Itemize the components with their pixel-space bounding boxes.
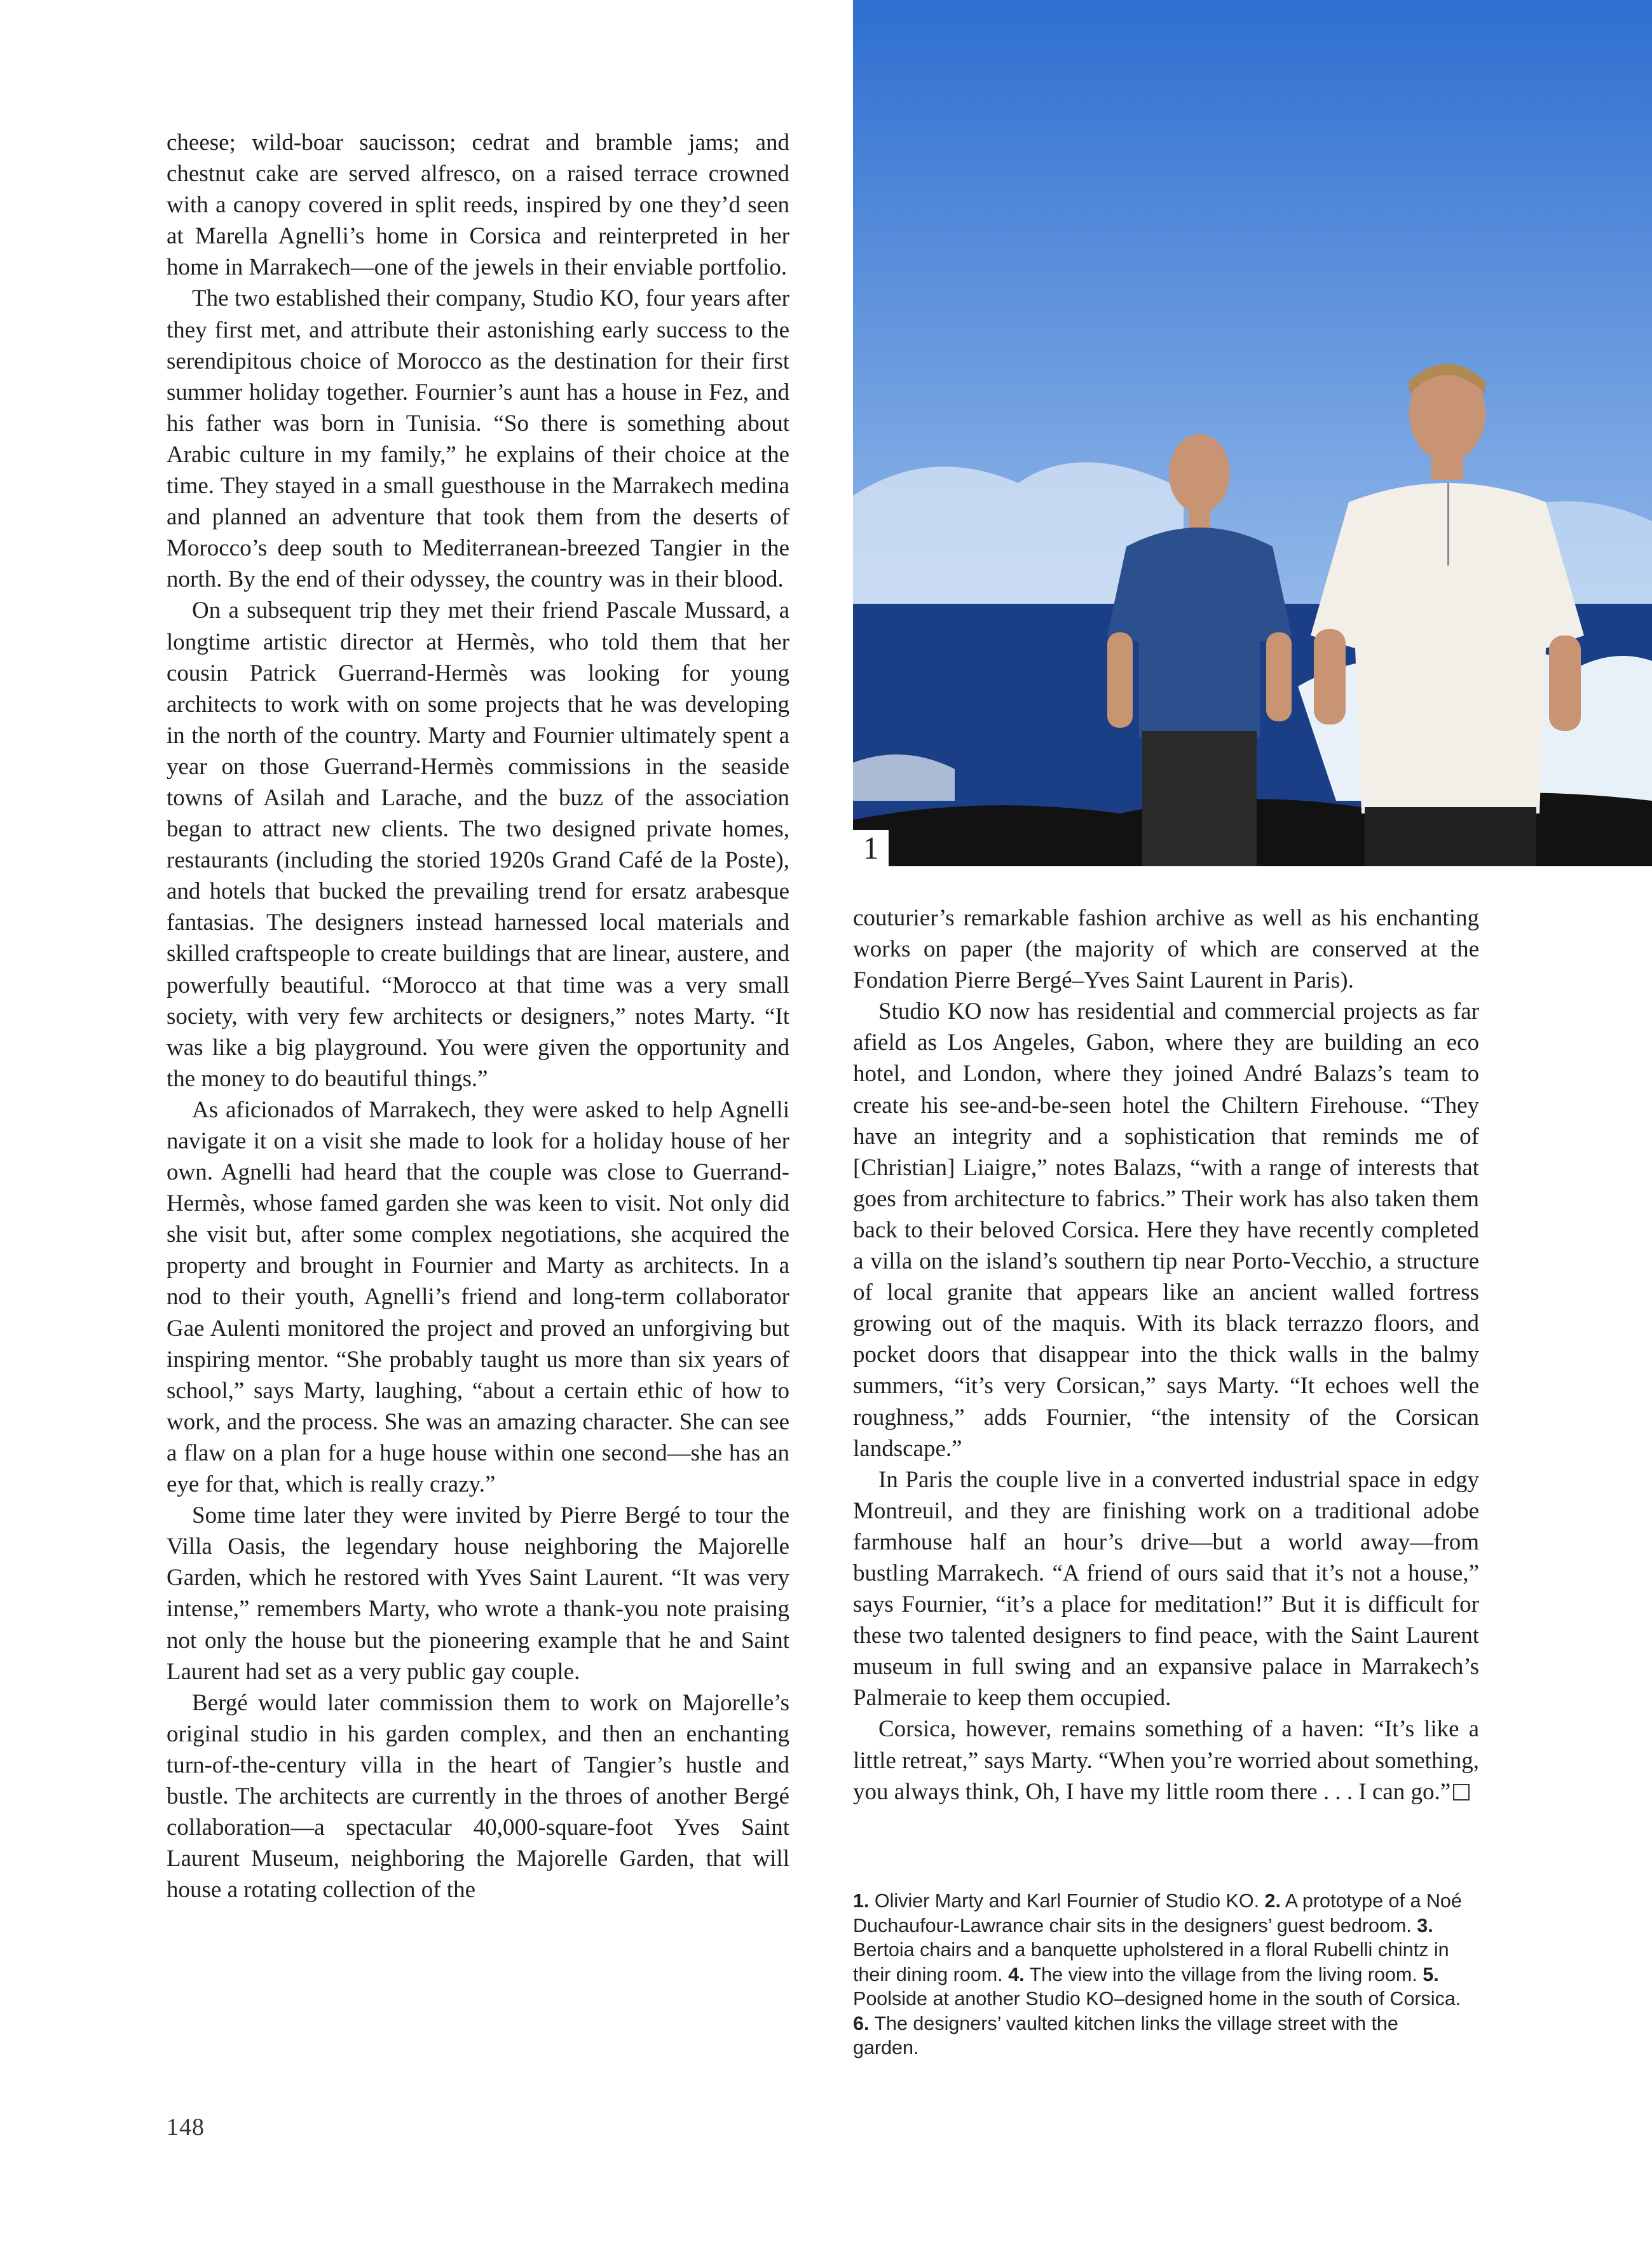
paragraph: Some time later they were invited by Pierre Bergé to tour the Villa Oasis, the legendary house neighboring the Majorelle Garden, which he restored with Yves Saint Laurent. “It was very intense,” remembers Marty, who wrote a thank-you note praising not only the house but the pioneering example that he and Saint Laurent had set as a very public gay couple.: [167, 1502, 789, 1685]
caption-text: Poolside at another Studio KO–designed home in the south of Corsica.: [853, 1988, 1461, 2010]
photo-designers-by-sea: [853, 0, 1652, 866]
paragraph: On a subsequent trip they met their friend Pascale Mussard, a longtime artistic director at Hermès, who told them that her cousin Patrick Guerrand-Hermès was looking for young architects to work with on some projects that he was developing in the north of the country. Marty and Fournier ultimately spent a year on those Guerrand-Hermès commissions in the seaside towns of Asilah and Larache, and the buzz of the association began to attract new clients. The two designed private homes, restaurants (including the storied 1920s Grand Café de la Poste), and hotels that bucked the prevailing trend for ersatz arabesque fantasias. The designers instead harnessed local materials and skilled craftspeople to create buildings that are linear, austere, and powerfully beautiful. “Morocco at that time was a very small society, with very few architects or designers,” notes Marty. “It was like a big playground. You were given the opportunity and the money to do beautiful things.”: [167, 597, 789, 1092]
paragraph: As aficionados of Marrakech, they were asked to help Agnelli navigate it on a visit she made to look for a holiday house of her own. Agnelli had heard that the couple was close to Guerrand-Hermès, whose famed garden she was keen to visit. Not only did she visit but, after some complex negotiations, she acquired the property and brought in Fournier and Marty as architects. In a nod to their youth, Agnelli’s friend and long-term collaborator Gae Aulenti monitored the project and proved an unforgiving but inspiring mentor. “She probably taught us more than six years of school,” says Marty, laughing, “about a certain ethic of how to work, and the process. She was an amazing character. She can see a flaw on a plan for a huge house within one second—she has an eye for that, which is really crazy.”: [167, 1096, 789, 1498]
photo-illustration: [853, 0, 1652, 866]
paragraph: In Paris the couple live in a converted industrial space in edgy Montreuil, and they are finishing work on a traditional adobe farmhouse half an hour’s drive—but a world away—from bustling Marrakech. “A friend of ours said that it’s not a house,” says Fournier, “it’s a place for meditation!” But it is difficult for these two talented designers to find peace, with the Saint Laurent museum in full swing and an expansive palace in Marrakech’s Palmeraie to keep them occupied.: [853, 1466, 1479, 1712]
paragraph-text: Corsica, however, remains something of a haven: “It’s like a little retreat,” says Marty. “When you’re worried about something, you always think, Oh, I have my little room there . . . I can go.”: [853, 1716, 1479, 1805]
article-column-right: [853, 902, 1479, 1807]
caption-text: The designers’ vaulted kitchen links the village street with the garden.: [853, 2012, 1398, 2059]
photo-captions: [853, 1889, 1463, 2060]
caption-text: A prototype of a Noé Duchaufour-Lawrance chair sits in the designers’ guest bedroom.: [853, 1890, 1462, 1936]
paragraph: The two established their company, Studio KO, four years after they first met, and attribute their astonishing early success to the serendipitous choice of Morocco as the destination for their first summer holiday together. Fournier’s aunt has a house in Fez, and his father was born in Tunisia. “So there is something about Arabic culture in my family,” he explains of their choice at the time. They stayed in a small guesthouse in the Marrakech medina and planned an adventure that took them from the deserts of Morocco’s deep south to Mediterranean-breezed Tangier in the north. By the end of their odyssey, the country was in their blood.: [167, 285, 789, 593]
page-number: 148: [167, 2114, 205, 2141]
caption-number: 5.: [1423, 1963, 1439, 1985]
caption-text: The view into the village from the living room.: [1024, 1963, 1423, 1985]
end-mark-icon: [1453, 1784, 1470, 1800]
paragraph: Bergé would later commission them to work on Majorelle’s original studio in his garden complex, and then an enchanting turn-of-the-century villa in the heart of Tangier’s hustle and bustle. The architects are currently in the throes of another Bergé collaboration—a spectacular 40,000-square-foot Yves Saint Laurent Museum, neighboring the Majorelle Garden, that will house a rotating collection of the: [167, 1689, 789, 1903]
paragraph: Studio KO now has residential and commercial projects as far afield as Los Angeles, Gabon, where they are building an eco hotel, and London, where they joined André Balazs’s team to create his see-and-be-seen hotel the Chiltern Firehouse. “They have an integrity and a sophistication that reminds me of [Christian] Liaigre,” notes Balazs, “with a range of interests that goes from architecture to fabrics.” Their work has also taken them back to their beloved Corsica. Here they have recently completed a villa on the island’s southern tip near Porto-Vecchio, a structure of local granite that appears like an ancient walled fortress growing out of the maquis. With its black terrazzo floors, and pocket doors that disappear into the thick walls in the balmy summers, “it’s very Corsican,” says Marty. “It echoes well the roughness,” adds Fournier, “the intensity of the Corsican landscape.”: [853, 998, 1479, 1462]
caption-text: Olivier Marty and Karl Fournier of Studio KO.: [869, 1890, 1265, 1912]
paragraph: cheese; wild-boar saucisson; cedrat and bramble jams; and chestnut cake are served alfresco, on a raised terrace crowned with a canopy covered in split reeds, inspired by one they’d seen at Marella Agnelli’s home in Corsica and reinterpreted in her home in Marrakech—one of the jewels in their enviable portfolio.: [167, 130, 789, 281]
caption-number: 1.: [853, 1890, 870, 1912]
article-column-left: [167, 127, 789, 1905]
caption-number: 2.: [1264, 1890, 1281, 1912]
photo-number: 1: [853, 830, 889, 866]
paragraph: couturier’s remarkable fashion archive as well as his enchanting works on paper (the majority of which are conserved at the Fondation Pierre Bergé–Yves Saint Laurent in Paris).: [853, 905, 1479, 994]
caption-number: 6.: [853, 2012, 870, 2034]
caption-number: 4.: [1008, 1963, 1025, 1985]
caption-number: 3.: [1417, 1914, 1433, 1936]
paragraph: [853, 1713, 1479, 1807]
caption-text: Bertoia chairs and a banquette upholstered in a floral Rubelli chintz in their dining room.: [853, 1939, 1449, 1985]
